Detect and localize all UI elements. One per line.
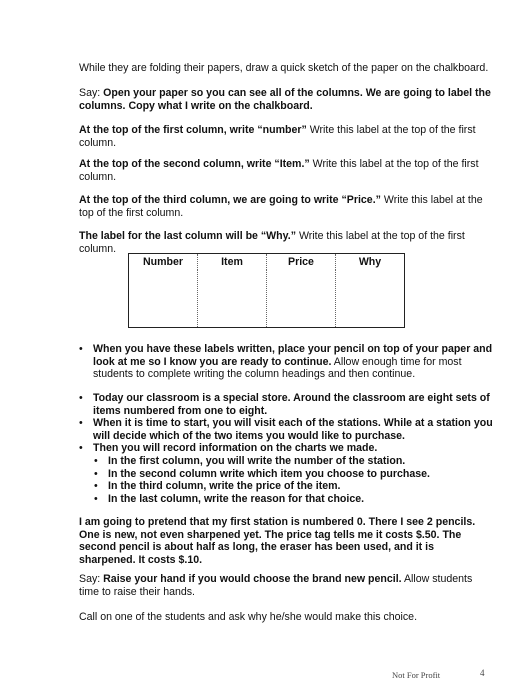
list-item bbox=[94, 455, 494, 468]
instruction-text: Call on one of the students and ask why he/she would make this choice. bbox=[79, 611, 418, 623]
teacher-script: In the first column, you will write the number of the station. bbox=[108, 455, 406, 467]
instruction-text: Allow enough time for most students to complete writing the column headings and then continue. bbox=[93, 355, 462, 381]
column-header-item: Item bbox=[198, 254, 267, 271]
paragraph-sketch-instruction bbox=[79, 62, 491, 75]
list-item bbox=[79, 417, 499, 442]
paragraph-open-paper bbox=[79, 87, 491, 112]
teacher-script: In the last column, write the reason for that choice. bbox=[108, 492, 365, 505]
list-item bbox=[79, 392, 499, 417]
instruction-text: Write this label at the top of the first column. bbox=[79, 230, 465, 255]
paragraph-call-on-student bbox=[79, 611, 491, 624]
teacher-script: When you have these labels written, place your pencil on top of your paper and look at me so I know you are ready to continue. bbox=[93, 343, 493, 368]
teacher-script: Today our classroom is a special store. Around the classroom are eight sets of items numbered from one to eight. bbox=[93, 392, 490, 417]
bullet-icon: • bbox=[79, 442, 83, 455]
teacher-script: The label for the last column will be “Why.” bbox=[79, 230, 297, 242]
paragraph-third-column bbox=[79, 194, 491, 219]
instruction-text: Write this label at the top of the first column. bbox=[79, 194, 483, 219]
teacher-script: Open your paper so you can see all of the columns. We are going to label the columns. Copy what I write on the chalkboard. bbox=[79, 87, 491, 112]
teacher-script: In the third column, write the price of the item. bbox=[108, 480, 341, 493]
footer-text: Not For Profit bbox=[392, 670, 441, 680]
teacher-script: At the top of the third column, we are going to write “Price.” bbox=[79, 194, 381, 206]
column-header-why: Why bbox=[336, 254, 405, 271]
teacher-script: Raise your hand if you would choose the brand new pencil. bbox=[103, 573, 402, 585]
list-item bbox=[94, 468, 494, 481]
table-cell bbox=[267, 270, 336, 328]
paragraph-first-column bbox=[79, 124, 491, 149]
paragraph-second-column bbox=[79, 158, 491, 183]
paragraph-text: While they are folding their papers, draw a quick sketch of the paper on the chalkboard. bbox=[79, 62, 489, 74]
bullet-list-store bbox=[79, 392, 499, 455]
teacher-script: When it is time to start, you will visit each of the stations. While at a station you will decide which of the two items you would like to purchase. bbox=[93, 417, 493, 442]
table-header-row bbox=[129, 254, 405, 271]
page-number: 4 bbox=[480, 668, 485, 678]
paragraph-last-column bbox=[79, 230, 491, 255]
table-row bbox=[129, 270, 405, 328]
bullet-icon: • bbox=[79, 417, 83, 430]
instruction-text: Write this label at the top of the first column. bbox=[79, 124, 476, 149]
instruction-text: Allow students time to raise their hands. bbox=[79, 573, 473, 598]
table-cell bbox=[129, 270, 198, 328]
bullet-icon: • bbox=[79, 343, 83, 355]
bullet-icon: • bbox=[79, 392, 83, 404]
column-header-price: Price bbox=[267, 254, 336, 271]
list-item bbox=[79, 442, 499, 455]
table-cell bbox=[336, 270, 405, 328]
sub-bullet-list bbox=[94, 455, 494, 505]
teacher-script: At the top of the first column, write “number” bbox=[79, 124, 307, 136]
teacher-script: I am going to pretend that my first station is numbered 0. There I see 2 pencils. One is new, not even sharpened yet. The price tag tells me it costs $.50. The second pencil is about half as long, the eraser has been used, and it is sharpened. It costs $.10. bbox=[79, 516, 476, 566]
list-item bbox=[94, 480, 494, 493]
say-prefix: Say: bbox=[79, 87, 104, 99]
say-prefix: Say: bbox=[79, 573, 104, 585]
bullet-list-ready bbox=[79, 343, 499, 381]
column-chart-table bbox=[128, 253, 405, 328]
teacher-script: Then you will record information on the charts we made. bbox=[93, 442, 378, 455]
bullet-icon: • bbox=[94, 467, 98, 480]
instruction-text: Write this label at the top of the first column. bbox=[79, 158, 479, 183]
paragraph-raise-hand bbox=[79, 573, 491, 598]
column-header-number: Number bbox=[142, 256, 184, 268]
list-item bbox=[79, 343, 499, 381]
bullet-icon: • bbox=[94, 492, 98, 505]
teacher-script: In the second column write which item you choose to purchase. bbox=[108, 467, 430, 480]
paragraph-pencil-example bbox=[79, 516, 491, 566]
bullet-icon: • bbox=[94, 480, 98, 493]
table-cell bbox=[198, 270, 267, 328]
list-item bbox=[94, 493, 494, 506]
bullet-icon: • bbox=[94, 455, 98, 467]
teacher-script: At the top of the second column, write “Item.” bbox=[79, 158, 310, 170]
